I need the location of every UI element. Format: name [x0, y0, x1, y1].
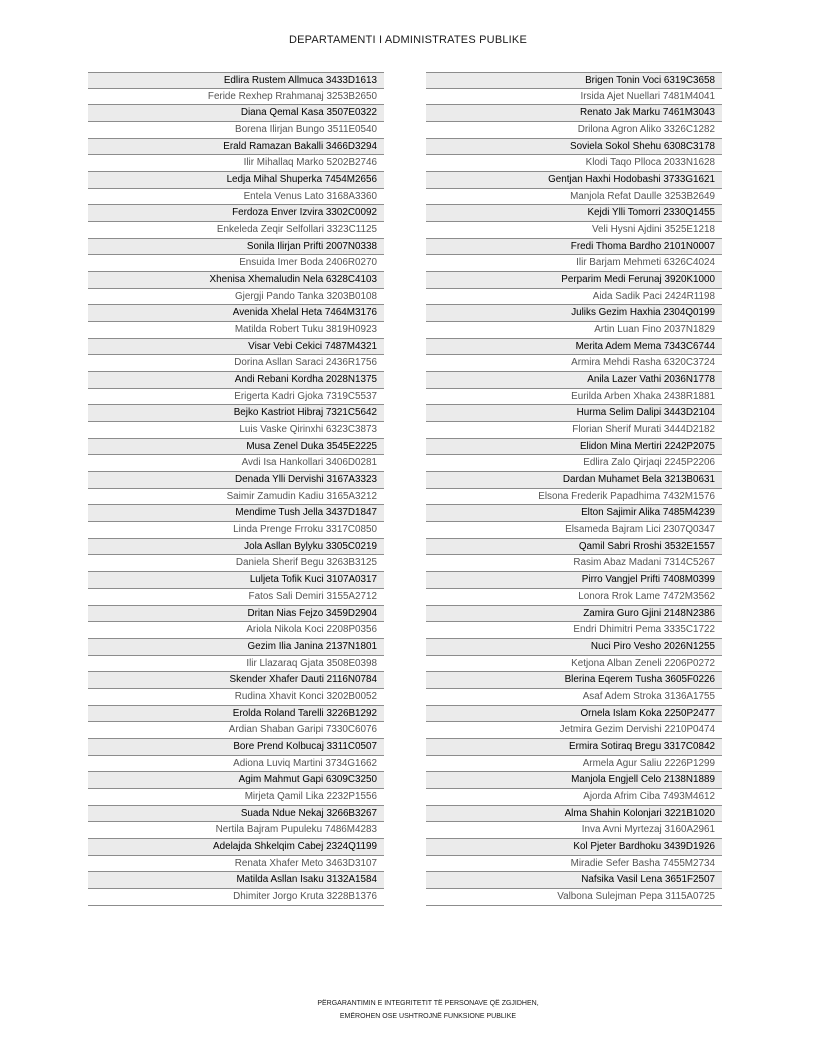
list-item: Juliks Gezim Haxhia 2304Q0199 — [426, 305, 722, 322]
list-item: Sonila Ilirjan Prifti 2007N0338 — [88, 239, 384, 256]
list-item: Nafsika Vasil Lena 3651F2507 — [426, 872, 722, 889]
list-item: Kol Pjeter Bardhoku 3439D1926 — [426, 839, 722, 856]
right-name-list — [426, 72, 722, 906]
list-item: Perparim Medi Ferunaj 3920K1000 — [426, 272, 722, 289]
list-item: Renata Xhafer Meto 3463D3107 — [88, 856, 384, 873]
list-item: Dardan Muhamet Bela 3213B0631 — [426, 472, 722, 489]
list-item: Gjergji Pando Tanka 3203B0108 — [88, 289, 384, 306]
list-item: Qamil Sabri Rroshi 3532E1557 — [426, 539, 722, 556]
list-item: Matilda Asllan Isaku 3132A1584 — [88, 872, 384, 889]
list-item: Borena Ilirjan Bungo 3511E0540 — [88, 122, 384, 139]
list-item: Ariola Nikola Koci 2208P0356 — [88, 622, 384, 639]
list-item: Asaf Adem Stroka 3136A1755 — [426, 689, 722, 706]
list-item: Blerina Eqerem Tusha 3605F0226 — [426, 672, 722, 689]
left-name-list — [88, 72, 384, 906]
footer-line-1: PËRGARANTIMIN E INTEGRITETIT TË PERSONAVE QË ZGJIDHEN, — [317, 1000, 539, 1007]
list-item: Diana Qemal Kasa 3507E0322 — [88, 105, 384, 122]
list-item: Skender Xhafer Dauti 2116N0784 — [88, 672, 384, 689]
list-item: Lonora Rrok Lame 7472M3562 — [426, 589, 722, 606]
list-item: Elton Sajimir Alika 7485M4239 — [426, 505, 722, 522]
list-item: Ilir Llazaraq Gjata 3508E0398 — [88, 656, 384, 673]
list-item: Jola Asllan Bylyku 3305C0219 — [88, 539, 384, 556]
list-item: Ensuida Imer Boda 2406R0270 — [88, 255, 384, 272]
list-item: Anila Lazer Vathi 2036N1778 — [426, 372, 722, 389]
list-item: Fredi Thoma Bardho 2101N0007 — [426, 239, 722, 256]
list-item: Elsameda Bajram Lici 2307Q0347 — [426, 522, 722, 539]
list-item: Ardian Shaban Garipi 7330C6076 — [88, 722, 384, 739]
list-item: Artin Luan Fino 2037N1829 — [426, 322, 722, 339]
list-item: Ledja Mihal Shuperka 7454M2656 — [88, 172, 384, 189]
list-item: Mendime Tush Jella 3437D1847 — [88, 505, 384, 522]
list-item: Kejdi Ylli Tomorri 2330Q1455 — [426, 205, 722, 222]
list-item: Bore Prend Kolbucaj 3311C0507 — [88, 739, 384, 756]
list-item: Merita Adem Mema 7343C6744 — [426, 339, 722, 356]
list-item: Dorina Asllan Saraci 2436R1756 — [88, 355, 384, 372]
list-item: Denada Ylli Dervishi 3167A3323 — [88, 472, 384, 489]
list-item: Miradie Sefer Basha 7455M2734 — [426, 856, 722, 873]
list-item: Eurilda Arben Xhaka 2438R1881 — [426, 389, 722, 406]
list-item: Soviela Sokol Shehu 6308C3178 — [426, 139, 722, 156]
list-item: Aida Sadik Paci 2424R1198 — [426, 289, 722, 306]
list-item: Armela Agur Saliu 2226P1299 — [426, 756, 722, 773]
list-item: Ornela Islam Koka 2250P2477 — [426, 706, 722, 723]
list-item: Musa Zenel Duka 3545E2225 — [88, 439, 384, 456]
list-item: Linda Prenge Frroku 3317C0850 — [88, 522, 384, 539]
list-item: Avenida Xhelal Heta 7464M3176 — [88, 305, 384, 322]
list-item: Valbona Sulejman Pepa 3115A0725 — [426, 889, 722, 906]
list-item: Manjola Engjell Celo 2138N1889 — [426, 772, 722, 789]
list-item: Luljeta Tofik Kuci 3107A0317 — [88, 572, 384, 589]
list-item: Gentjan Haxhi Hodobashi 3733G1621 — [426, 172, 722, 189]
list-item: Bejko Kastriot Hibraj 7321C5642 — [88, 405, 384, 422]
list-item: Jetmira Gezim Dervishi 2210P0474 — [426, 722, 722, 739]
list-item: Xhenisa Xhemaludin Nela 6328C4103 — [88, 272, 384, 289]
list-item: Daniela Sherif Begu 3263B3125 — [88, 555, 384, 572]
list-item: Entela Venus Lato 3168A3360 — [88, 189, 384, 206]
list-item: Erigerta Kadri Gjoka 7319C5537 — [88, 389, 384, 406]
list-item: Edlira Rustem Allmuca 3433D1613 — [88, 72, 384, 89]
list-item: Nertila Bajram Pupuleku 7486M4283 — [88, 822, 384, 839]
list-item: Klodi Taqo Plloca 2033N1628 — [426, 155, 722, 172]
list-item: Hurma Selim Dalipi 3443D2104 — [426, 405, 722, 422]
list-item: Suada Ndue Nekaj 3266B3267 — [88, 806, 384, 823]
list-item: Ilir Mihallaq Marko 5202B2746 — [88, 155, 384, 172]
list-item: Agim Mahmut Gapi 6309C3250 — [88, 772, 384, 789]
list-item: Luis Vaske Qirinxhi 6323C3873 — [88, 422, 384, 439]
page-title: DEPARTAMENTI I ADMINISTRATES PUBLIKE — [288, 34, 528, 46]
list-item: Visar Vebi Cekici 7487M4321 — [88, 339, 384, 356]
list-item: Elidon Mina Mertiri 2242P2075 — [426, 439, 722, 456]
list-item: Elsona Frederik Papadhima 7432M1576 — [426, 489, 722, 506]
list-item: Pirro Vangjel Prifti 7408M0399 — [426, 572, 722, 589]
list-item: Adelajda Shkelqim Cabej 2324Q1199 — [88, 839, 384, 856]
list-item: Mirjeta Qamil Lika 2232P1556 — [88, 789, 384, 806]
list-item: Ajorda Afrim Ciba 7493M4612 — [426, 789, 722, 806]
list-item: Florian Sherif Murati 3444D2182 — [426, 422, 722, 439]
list-item: Manjola Refat Daulle 3253B2649 — [426, 189, 722, 206]
list-item: Ermira Sotiraq Bregu 3317C0842 — [426, 739, 722, 756]
list-item: Dhimiter Jorgo Kruta 3228B1376 — [88, 889, 384, 906]
list-item: Saimir Zamudin Kadiu 3165A3212 — [88, 489, 384, 506]
list-item: Brigen Tonin Voci 6319C3658 — [426, 72, 722, 89]
list-item: Ilir Barjam Mehmeti 6326C4024 — [426, 255, 722, 272]
list-item: Andi Rebani Kordha 2028N1375 — [88, 372, 384, 389]
list-item: Dritan Nias Fejzo 3459D2904 — [88, 606, 384, 623]
list-item: Ferdoza Enver Izvira 3302C0092 — [88, 205, 384, 222]
list-item: Renato Jak Marku 7461M3043 — [426, 105, 722, 122]
list-item: Feride Rexhep Rrahmanaj 3253B2650 — [88, 89, 384, 106]
list-item: Endri Dhimitri Pema 3335C1722 — [426, 622, 722, 639]
list-item: Edlira Zalo Qirjaqi 2245P2206 — [426, 455, 722, 472]
list-item: Gezim Ilia Janina 2137N1801 — [88, 639, 384, 656]
list-item: Drilona Agron Aliko 3326C1282 — [426, 122, 722, 139]
list-item: Erolda Roland Tarelli 3226B1292 — [88, 706, 384, 723]
list-item: Fatos Sali Demiri 3155A2712 — [88, 589, 384, 606]
list-item: Zamira Guro Gjini 2148N2386 — [426, 606, 722, 623]
list-item: Adiona Luviq Martini 3734G1662 — [88, 756, 384, 773]
footer-line-2: EMËROHEN OSE USHTROJNË FUNKSIONE PUBLIKE — [339, 1013, 517, 1020]
list-item: Alma Shahin Kolonjari 3221B1020 — [426, 806, 722, 823]
list-item: Rasim Abaz Madani 7314C5267 — [426, 555, 722, 572]
list-item: Veli Hysni Ajdini 3525E1218 — [426, 222, 722, 239]
list-item: Avdi Isa Hankollari 3406D0281 — [88, 455, 384, 472]
list-item: Armira Mehdi Rasha 6320C3724 — [426, 355, 722, 372]
list-item: Erald Ramazan Bakalli 3466D3294 — [88, 139, 384, 156]
page-footer — [0, 997, 816, 1023]
list-item: Ketjona Alban Zeneli 2206P0272 — [426, 656, 722, 673]
list-item: Inva Avni Myrtezaj 3160A2961 — [426, 822, 722, 839]
list-item: Rudina Xhavit Konci 3202B0052 — [88, 689, 384, 706]
list-item: Irsida Ajet Nuellari 7481M4041 — [426, 89, 722, 106]
list-item: Matilda Robert Tuku 3819H0923 — [88, 322, 384, 339]
list-item: Nuci Piro Vesho 2026N1255 — [426, 639, 722, 656]
list-item: Enkeleda Zeqir Selfollari 3323C1125 — [88, 222, 384, 239]
